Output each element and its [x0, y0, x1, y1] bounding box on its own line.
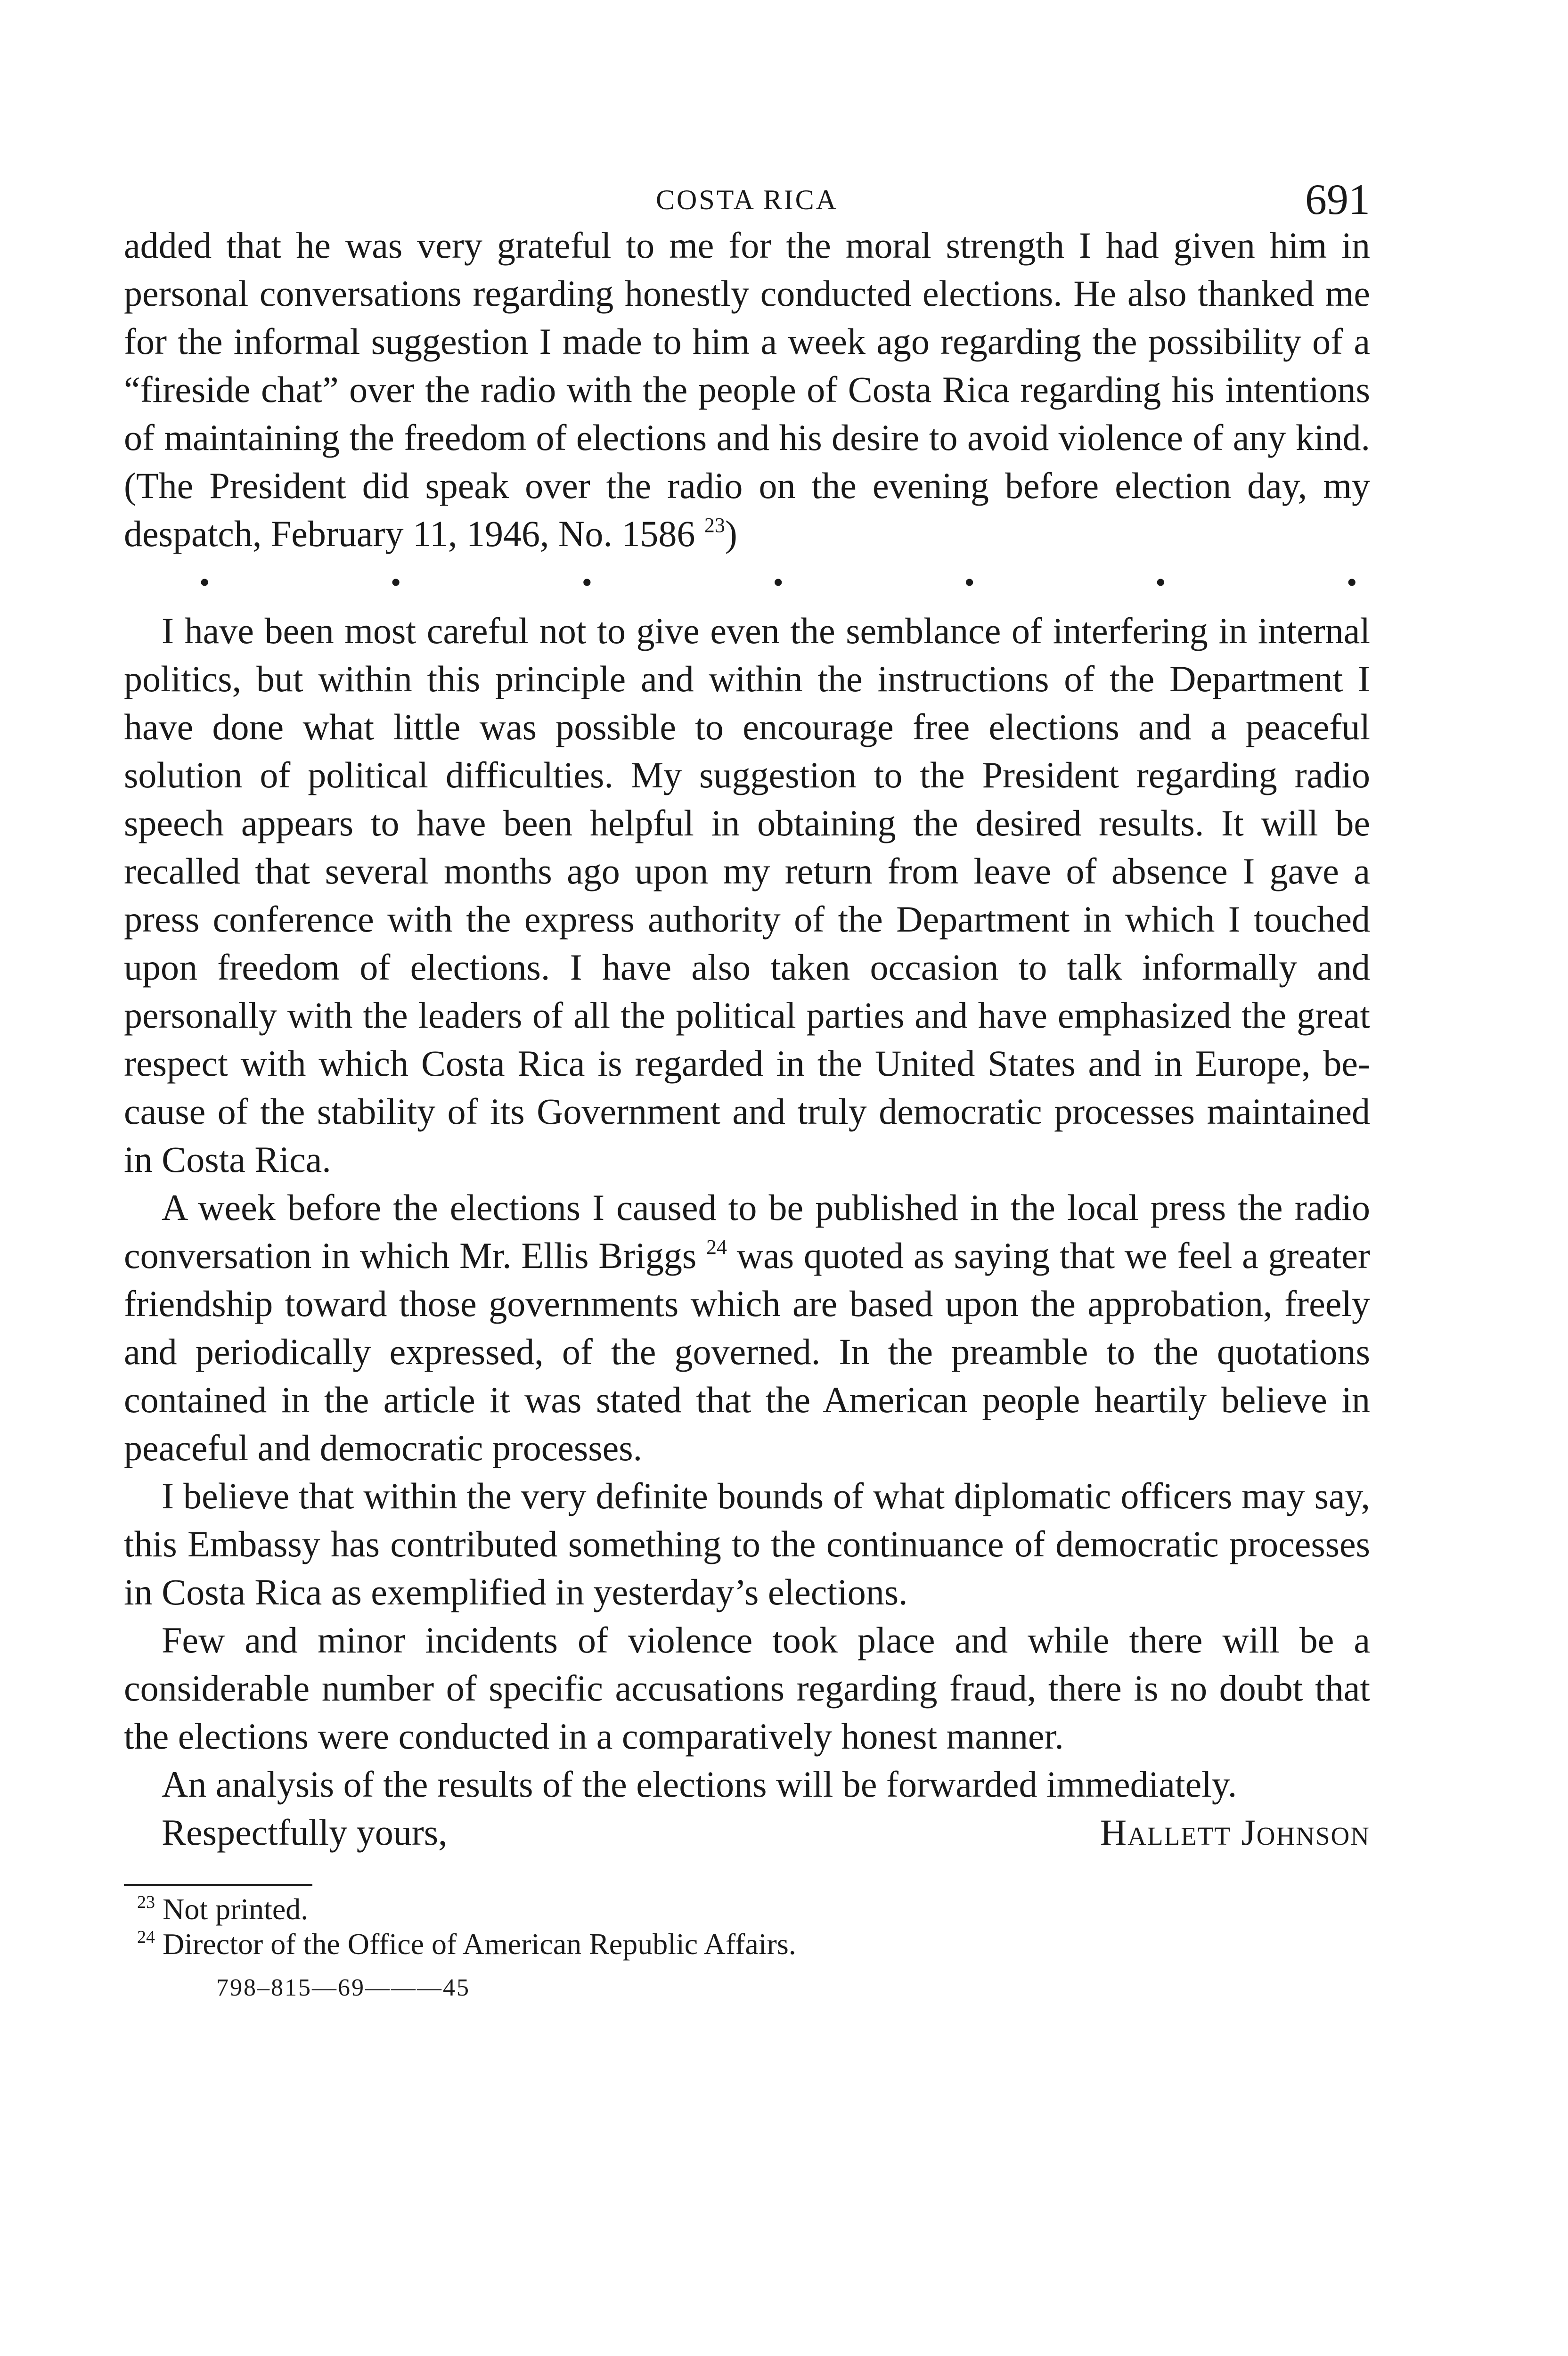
footnote-ref-24: 24 — [706, 1235, 727, 1259]
paragraph-3-text-a: A week before the elections I caused to be published in the local press the radio conversation in which Mr. Ellis Briggs — [124, 1187, 1370, 1276]
paragraph-2: I have been most careful not to give even the semblance of interfering in internal politics, but within this principle and within the instructions of the Department I have done what little was possible to encourage free elections and a peaceful solution of political difficulties. My suggestion to the President regarding radio speech appears to have been helpful in obtaining the desired results. It will be recalled that several months ago upon my return from leave of absence I gave a press conference with the express authority of the Department in which I touched upon freedom of elections. I have also taken occasion to talk informally and personally with the leaders of all the political parties and have emphasized the great respect with which Costa Rica is regarded in the United States and in Europe, because of the stability of its Government and truly democratic processes maintained in Costa Rica. — [124, 610, 1370, 1180]
paragraph-1-close: ) — [725, 513, 737, 554]
footnote-text: Not printed. — [163, 1892, 309, 1926]
ellipsis-dot: • — [773, 565, 784, 599]
footnote-divider — [124, 1884, 312, 1886]
paragraph-1 — [124, 221, 1370, 558]
paragraph-5: Few and minor incidents of violence took place and while there will be a considerable number of specific accusations regarding fraud, there is no doubt that the elections were conducted in a comparatively honest manner. — [124, 1620, 1370, 1757]
footnote-23 — [137, 1892, 1370, 1927]
print-code: 798–815—69———45 — [216, 1974, 470, 2001]
running-title: COSTA RICA — [656, 184, 838, 215]
salutation: Respectfully yours, — [162, 1812, 448, 1853]
footnotes — [124, 1892, 1370, 1962]
footnote-mark: 24 — [137, 1927, 155, 1947]
ellipsis-dot: • — [581, 565, 593, 599]
footnote-ref-23: 23 — [704, 514, 725, 537]
footnote-24 — [137, 1927, 1370, 1962]
paragraph-3 — [124, 1184, 1370, 1472]
ellipsis-dot: • — [1346, 565, 1357, 599]
signature-line — [124, 1808, 1370, 1857]
page-number: 691 — [1305, 175, 1370, 223]
paragraph-1-text: added that he was very grateful to me for the moral strength I had given him in personal conversations regarding honestly conducted elections. He also thanked me for the informal suggestion I made to him a week ago regarding the possibility of a “fireside chat” over the radio with the people of Costa Rica regarding his intentions of maintaining the freedom of elections and his desire to avoid violence of any kind. (The President did speak over the radio on the evening before election day, my despatch, February 11, 1946, No. 1586 — [124, 225, 1370, 554]
ellipsis-dot: • — [390, 565, 401, 599]
paragraph-4: I believe that within the very definite bounds of what diplomatic officers may say, this Embassy has contributed something to the continuance of democratic processes in Costa Rica as exemplified in yesterday’s elections. — [124, 1475, 1370, 1612]
document-page — [124, 170, 1370, 2002]
footnote-text: Director of the Office of American Republic Affairs. — [163, 1927, 796, 1961]
signer-name: Hallett Johnson — [1100, 1812, 1370, 1853]
ellipsis-dot: • — [199, 565, 210, 599]
paragraph-6: An analysis of the results of the elections will be forwarded immediately. — [162, 1764, 1237, 1805]
ellipsis-row — [124, 558, 1370, 607]
paragraph-3-text-b: was quoted as saying that we feel a greater friendship toward those governments which are based upon the approbation, freely and periodically expressed, of the governed. In the preamble to the quotations contained in the article it was stated that the American people heartily believe in peaceful and democratic processes. — [124, 1235, 1370, 1468]
running-head — [124, 170, 1370, 221]
ellipsis-dot: • — [964, 565, 975, 599]
footnote-mark: 23 — [137, 1892, 155, 1912]
body-text — [124, 221, 1370, 1857]
ellipsis-dot: • — [1155, 565, 1166, 599]
